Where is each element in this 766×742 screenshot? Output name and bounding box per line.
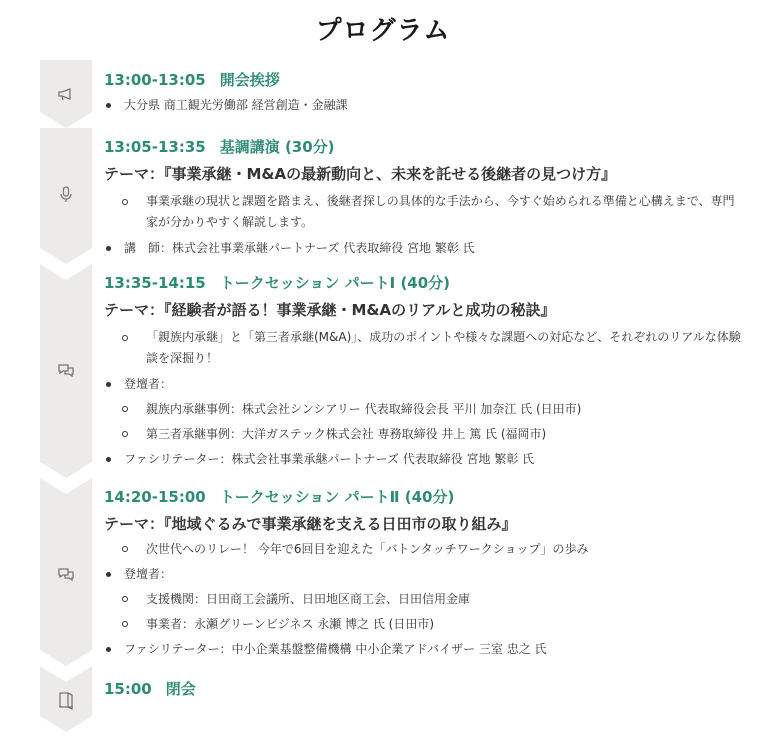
section-time-heading [104, 137, 744, 157]
megaphone-icon [56, 84, 76, 104]
panelist-item: 親族内承継事例：株式会社シンシアリー 代表取締役会長 平川 加奈江 氏 (日田市) [104, 401, 744, 417]
session-time: 13:00-13:05 [104, 71, 206, 89]
speaker-item: 講 師：株式会社事業承継パートナーズ 代表取締役 宮地 繁彰 氏 [104, 240, 744, 256]
program-section-opening [104, 70, 744, 113]
panel-label: 登壇者： [104, 566, 744, 582]
session-title: トークセッション パートⅡ (40分) [219, 488, 455, 506]
session-time: 14:20-15:00 [104, 488, 206, 506]
section-time-heading [104, 70, 744, 90]
session-description: 次世代へのリレー！ 今年で6回目を迎えた「バトンタッチワークショップ」の歩み [104, 541, 744, 557]
program-section-talk-2 [104, 487, 744, 657]
microphone-icon [56, 184, 76, 204]
panelist-item: 第三者承継事例：大洋ガステック株式会社 専務取締役 井上 篤 氏 (福岡市) [104, 426, 744, 442]
session-title: トークセッション パートⅠ (40分) [219, 274, 451, 292]
list-item: 大分県 商工観光労働部 経営創造・金融課 [104, 97, 744, 113]
session-description: 「親族内承継」と「第三者承継(M&A)」、成功のポイントや様々な課題への対応など、それぞれのリアルな体験談を深掘り！ [104, 327, 744, 369]
section-time-heading [104, 487, 744, 507]
facilitator-item: ファシリテーター：株式会社事業承継パートナーズ 代表取締役 宮地 繁彰 氏 [104, 451, 744, 467]
panelist-item: 事業者：永瀬グリーンビジネス 永瀬 博之 氏 (日田市) [104, 616, 744, 632]
panelist-item: 支援機関：日田商工会議所、日田地区商工会、日田信用金庫 [104, 591, 744, 607]
session-theme: テーマ：『事業承継・M&Aの最新動向と、未来を託せる後継者の見つけ方』 [104, 165, 617, 183]
session-description: 事業承継の現状と課題を踏まえ、後継者探しの具体的な手法から、今すぐ始められる準備と心構えまで、専門家が分かりやすく解説します。 [104, 191, 744, 233]
section-time-heading [104, 679, 744, 699]
page-title: プログラム [315, 16, 451, 46]
program-section-keynote [104, 137, 744, 256]
panel-label: 登壇者： [104, 376, 744, 392]
session-title: 閉会 [165, 680, 196, 698]
session-theme: テーマ：『経験者が語る！事業承継・M&Aのリアルと成功の秘訣』 [104, 301, 556, 319]
session-time: 15:00 [104, 680, 152, 698]
session-theme: テーマ：『地域ぐるみで事業承継を支える日田市の取り組み』 [104, 515, 517, 533]
section-time-heading [104, 273, 744, 293]
session-time: 13:35-14:15 [104, 274, 206, 292]
session-time: 13:05-13:35 [104, 138, 206, 156]
program-section-talk-1 [104, 273, 744, 467]
chat-icon [56, 564, 76, 584]
session-title: 開会挨拶 [219, 71, 280, 89]
exit-door-icon [56, 690, 76, 710]
facilitator-item: ファシリテーター：中小企業基盤整備機構 中小企業アドバイザー 三室 忠之 氏 [104, 641, 744, 657]
session-title: 基調講演 (30分) [219, 138, 335, 156]
chat-icon [56, 360, 76, 380]
program-section-closing [104, 679, 744, 699]
